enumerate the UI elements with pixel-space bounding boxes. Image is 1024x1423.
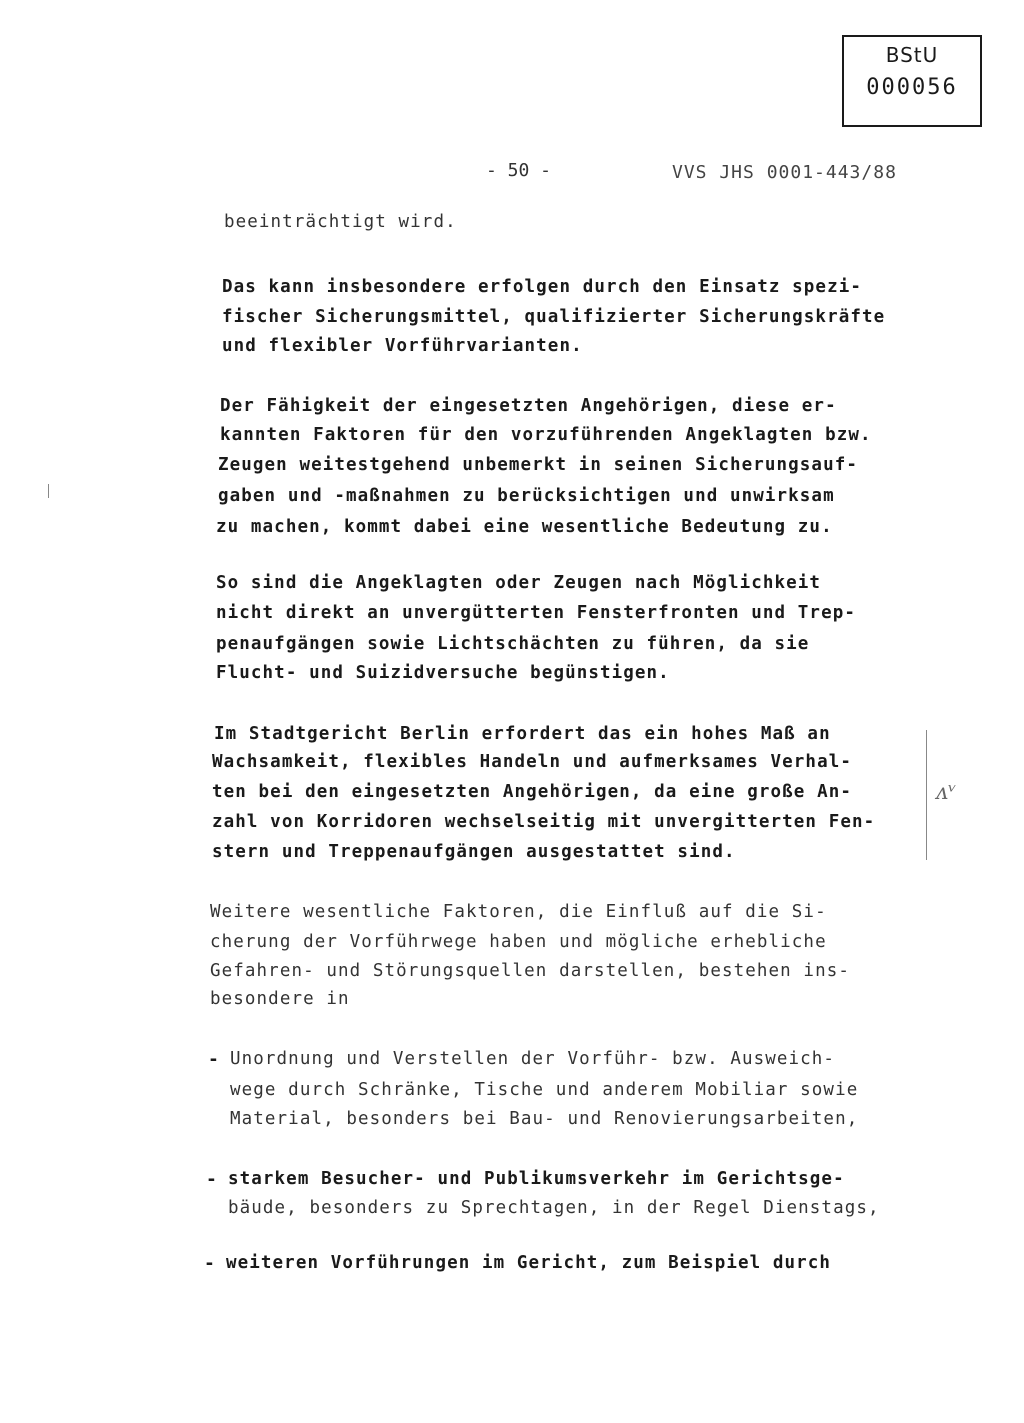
text-line: Gefahren- und Störungsquellen darstellen, bestehen ins-	[210, 961, 850, 981]
margin-mark	[48, 484, 49, 498]
text-line: So sind die Angeklagten oder Zeugen nach Möglichkeit	[216, 573, 822, 593]
text-line: fischer Sicherungsmittel, qualifizierter Sicherungskräfte	[222, 307, 886, 327]
list-item-line: Material, besonders bei Bau- und Renovierungsarbeiten,	[230, 1109, 859, 1129]
stamp-number: 000056	[866, 75, 958, 100]
list-item-line: starkem Besucher- und Publikumsverkehr im Gerichtsge-	[228, 1169, 845, 1189]
list-bullet: -	[208, 1049, 219, 1070]
text-line: penaufgängen sowie Lichtschächten zu führen, da sie	[216, 634, 810, 654]
text-line: zu machen, kommt dabei eine wesentliche Bedeutung zu.	[216, 517, 833, 537]
text-line: Das kann insbesondere erfolgen durch den Einsatz spezi-	[222, 277, 862, 297]
text-line: Weitere wesentliche Faktoren, die Einfluß auf die Si-	[210, 902, 827, 922]
text-line: cherung der Vorführwege haben und mögliche erhebliche	[210, 932, 827, 952]
text-line: und flexibler Vorführvarianten.	[222, 336, 583, 356]
text-line: Im Stadtgericht Berlin erfordert das ein hohes Maß an	[214, 724, 831, 744]
text-line: stern und Treppenaufgängen ausgestattet sind.	[212, 842, 736, 862]
text-line: beeinträchtigt wird.	[224, 212, 457, 232]
text-line: ten bei den eingesetzten Angehörigen, da eine große An-	[212, 782, 852, 802]
list-item-line: Unordnung und Verstellen der Vorführ- bzw. Ausweich-	[230, 1049, 836, 1069]
list-bullet: -	[204, 1253, 215, 1274]
text-line: Der Fähigkeit der eingesetzten Angehörigen, diese er-	[220, 396, 837, 416]
text-line: gaben und -maßnahmen zu berücksichtigen und unwirksam	[218, 486, 835, 506]
margin-scribble-icon: ᴧᵛ	[936, 780, 957, 805]
text-line: Flucht- und Suizidversuche begünstigen.	[216, 663, 670, 683]
list-item-line: wege durch Schränke, Tische und anderem Mobiliar sowie	[230, 1080, 859, 1100]
text-line: nicht direkt an unvergütterten Fensterfronten und Trep-	[216, 603, 856, 623]
text-line: zahl von Korridoren wechselseitig mit unvergitterten Fen-	[212, 812, 876, 832]
list-bullet: -	[206, 1169, 217, 1190]
text-line: kannten Faktoren für den vorzuführenden Angeklagten bzw.	[220, 425, 872, 445]
list-item-line: weiteren Vorführungen im Gericht, zum Beispiel durch	[226, 1253, 832, 1273]
page-number: - 50 -	[486, 160, 552, 181]
margin-mark	[926, 730, 927, 860]
text-line: besondere in	[210, 989, 350, 1009]
text-line: Wachsamkeit, flexibles Handeln und aufmerksames Verhal-	[212, 752, 852, 772]
archive-stamp	[842, 35, 982, 127]
list-item-line: bäude, besonders zu Sprechtagen, in der Regel Dienstags,	[228, 1198, 880, 1218]
text-line: Zeugen weitestgehend unbemerkt in seinen Sicherungsauf-	[218, 455, 858, 475]
document-reference: VVS JHS 0001-443/88	[672, 162, 897, 183]
stamp-agency: BStU	[885, 43, 939, 67]
